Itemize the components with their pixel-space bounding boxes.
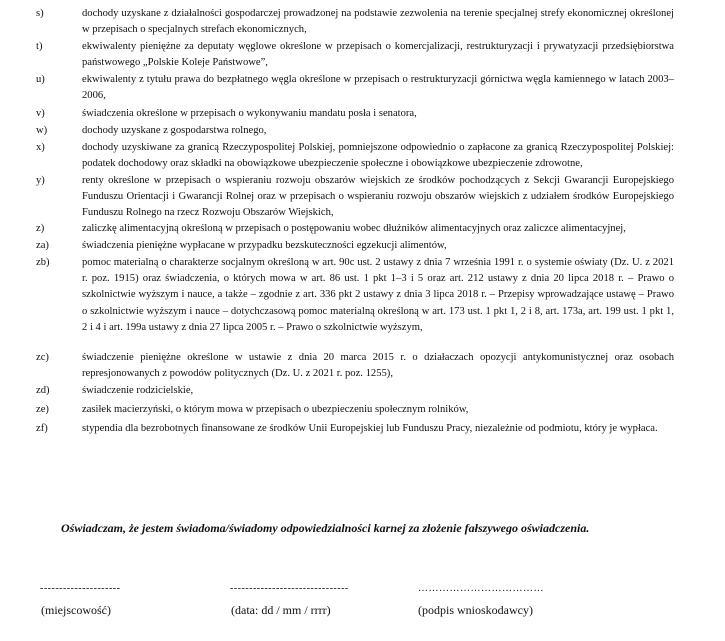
item-text: ekwiwalenty z tytułu prawa do bezpłatnego węgla określone w przepisach o restrukturyzacji górnictwa węgla kamiennego w latach 2003–2006, bbox=[82, 74, 674, 102]
item-marker: zd) bbox=[36, 385, 50, 396]
item-text: dochody uzyskane z działalności gospodarczej prowadzonej na podstawie zezwolenia na terenie specjalnej strefy ekonomicznej określonej w przepisach o specjalnych strefach ekonomicznych, bbox=[82, 8, 674, 36]
item-marker: w) bbox=[36, 125, 48, 136]
item-text: świadczenie rodzicielskie, bbox=[82, 385, 194, 396]
place-label: (miejscowość) bbox=[41, 603, 111, 617]
item-text: świadczenia określone w przepisach o wykonywaniu mandatu posła i senatora, bbox=[82, 108, 417, 119]
item-text: świadczenie pieniężne określone w ustawie z dnia 20 marca 2015 r. o działaczach opozycji antykomunistycznej oraz osobach represjonowanych z powodów politycznych (Dz. U. z 2021 r. poz. 1255), bbox=[82, 352, 674, 380]
item-marker: za) bbox=[36, 240, 49, 251]
item-text: dochody uzyskane z gospodarstwa rolnego, bbox=[82, 125, 267, 136]
item-text: ekwiwalenty pieniężne za deputaty węglowe określone w przepisach o komercjalizacji, restrukturyzacji i prywatyzacji przedsiębiorstwa państwowego „Polskie Koleje Państwowe”, bbox=[82, 41, 674, 69]
item-marker: zf) bbox=[36, 423, 48, 434]
item-marker: u) bbox=[36, 74, 45, 85]
date-signature-line: ------------------------------- bbox=[230, 583, 349, 594]
item-marker: x) bbox=[36, 142, 45, 153]
liability-declaration: Oświadczam, że jestem świadoma/świadomy odpowiedzialności karnej za złożenie fałszywego oświadczenia. bbox=[61, 521, 590, 535]
item-marker: zb) bbox=[36, 257, 50, 268]
item-marker: v) bbox=[36, 108, 45, 119]
place-signature-line: --------------------- bbox=[40, 583, 121, 594]
date-label: (data: dd / mm / rrrr) bbox=[231, 603, 331, 617]
item-text: stypendia dla bezrobotnych finansowane ze środków Unii Europejskiej lub Funduszu Pracy, niezależnie od podmiotu, który je wypłaca. bbox=[82, 423, 658, 434]
item-marker: t) bbox=[36, 41, 43, 52]
item-text: zaliczkę alimentacyjną określoną w przepisach o postępowaniu wobec dłużników alimentacyjnych oraz zaliczce alimentacyjnej, bbox=[82, 223, 626, 234]
item-marker: z) bbox=[36, 223, 45, 234]
item-text: renty określone w przepisach o wspieraniu rozwoju obszarów wiejskich ze środków pochodzących z Sekcji Gwarancji Europejskiego Funduszu Orientacji i Gwarancji Rolnej oraz w przepisach o wspieraniu rozwoju obszarów wiejskich z udziałem środków Europejskiego Funduszu Rolnego na rzecz Rozwoju Obszarów Wiejskich, bbox=[82, 175, 674, 219]
item-text: pomoc materialną o charakterze socjalnym określoną w art. 90c ust. 2 ustawy z dnia 7 września 1991 r. o systemie oświaty (Dz. U. z 2021 r. poz. 1915) oraz świadczenia, o których mowa w art. 86 ust. 1 pkt 1–3 i 5 oraz art. 212 ustawy z dnia 20 lipca 2018 r. – Prawo o szkolnictwie wyższym i nauce, a także – zgodnie z art. 336 pkt 2 ustawy z dnia 3 lipca 2018 r. – Przepisy wprowadzające ustawę – Prawo o szkolnictwie wyższym i nauce – dotychczasową pomoc materialną określoną w art. 173 ust. 1 pkt 1, 2 i 8, art. 173a, art. 199 ust. 1 pkt 1, 2 i 4 i art. 199a ustawy z dnia 27 lipca 2005 r. – Prawo o szkolnictwie wyższym, bbox=[82, 257, 674, 333]
item-marker: s) bbox=[36, 8, 44, 19]
applicant-signature-line: ……………………………… bbox=[418, 583, 544, 594]
item-text: dochody uzyskiwane za granicą Rzeczypospolitej Polskiej, pomniejszone odpowiednio o zapłacone za granicą Rzeczypospolitej Polskiej: podatek dochodowy oraz składki na obowiązkowe ubezpieczenie społeczne i obowiązkowe ubezpieczenie zdrowotne, bbox=[82, 142, 674, 170]
item-text: zasiłek macierzyński, o którym mowa w przepisach o ubezpieczeniu społecznym rolników, bbox=[82, 404, 469, 415]
item-text: świadczenia pieniężne wypłacane w przypadku bezskuteczności egzekucji alimentów, bbox=[82, 240, 447, 251]
item-marker: y) bbox=[36, 175, 45, 186]
item-marker: zc) bbox=[36, 352, 49, 363]
applicant-signature-label: (podpis wnioskodawcy) bbox=[418, 603, 533, 617]
item-marker: ze) bbox=[36, 404, 49, 415]
